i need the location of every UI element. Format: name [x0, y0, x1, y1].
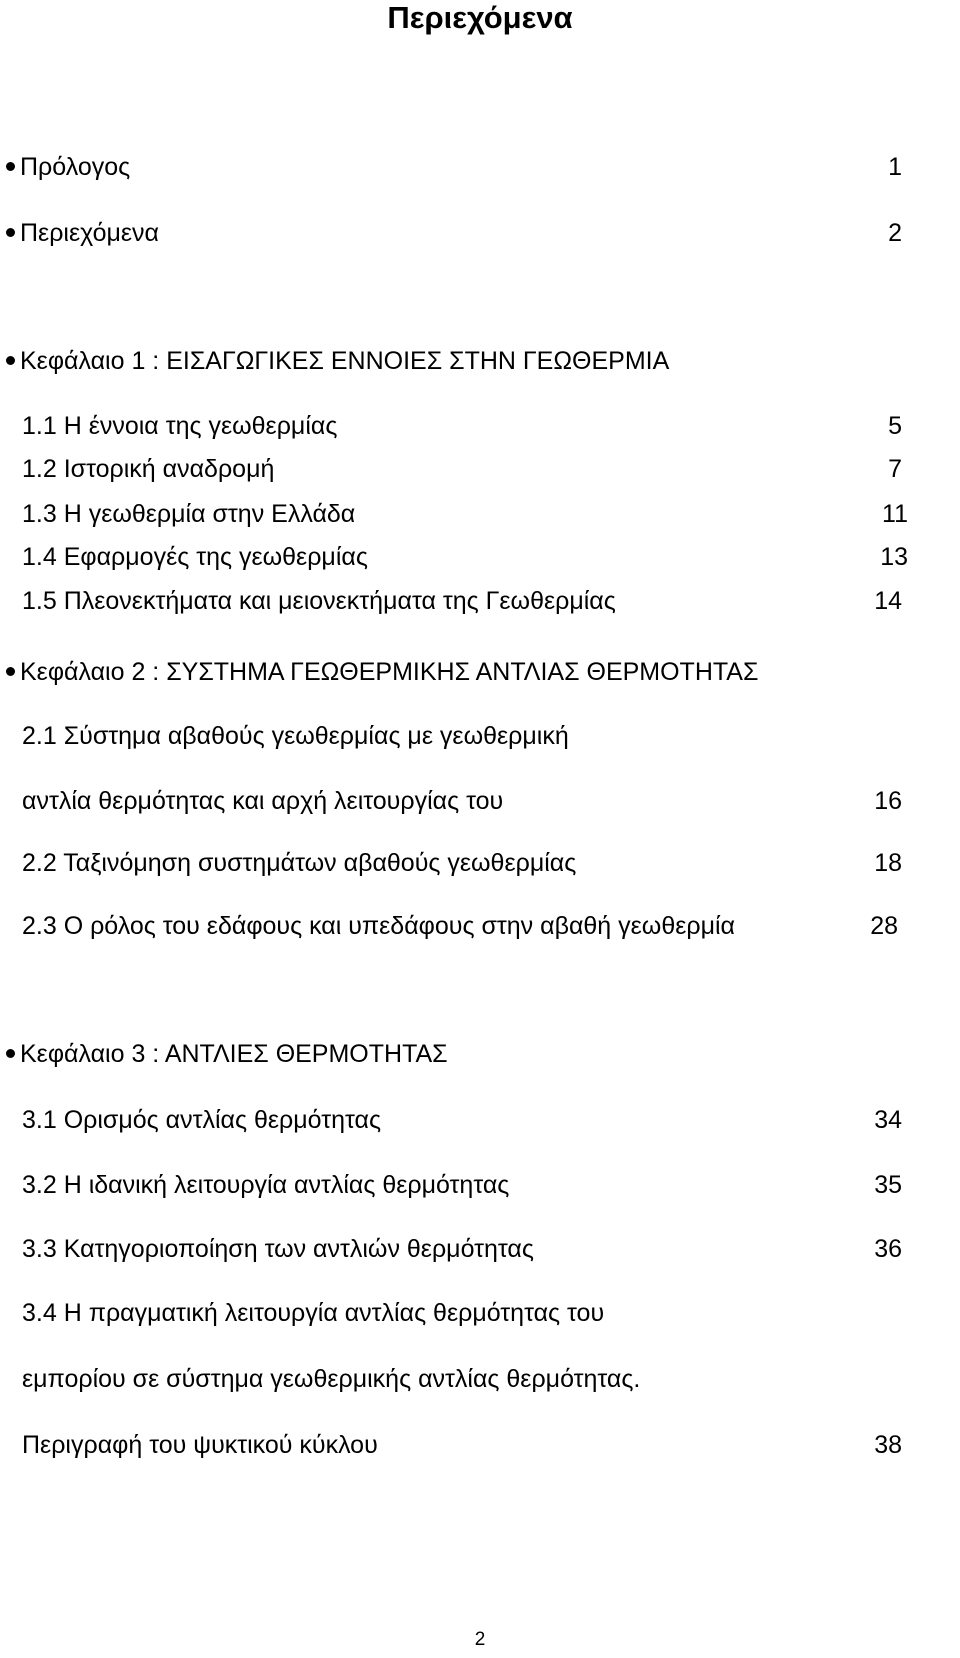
toc-entry	[0, 540, 960, 574]
toc-entry-page: 14	[874, 587, 902, 615]
toc-entry-page: 28	[870, 912, 898, 940]
toc-entry-label: 1.4 Εφαρμογές της γεωθερμίας	[22, 543, 368, 571]
toc-entry-label: Περιγραφή του ψυκτικού κύκλου	[22, 1431, 378, 1459]
toc-entry-label: 2.1 Σύστημα αβαθούς γεωθερμίας με γεωθερμική	[22, 722, 569, 750]
bullet-icon	[6, 228, 15, 237]
toc-entry	[0, 150, 960, 184]
toc-entry-page: 11	[882, 500, 908, 528]
toc-entry	[0, 1232, 960, 1266]
toc-entry-label: 3.1 Ορισμός αντλίας θερμότητας	[22, 1106, 382, 1134]
toc-entry-label: αντλία θερμότητας και αρχή λειτουργίας του	[22, 787, 504, 815]
toc-entry-label: Κεφάλαιο 3 : ΑΝΤΛΙΕΣ ΘΕΡΜΟΤΗΤΑΣ	[20, 1040, 448, 1068]
toc-entry-label: 3.4 Η πραγματική λειτουργία αντλίας θερμότητας του	[22, 1299, 605, 1327]
toc-entry	[0, 784, 960, 818]
toc-entry-page: 18	[874, 849, 902, 877]
toc-entry-page: 5	[888, 412, 902, 440]
toc-entry-page: 16	[874, 787, 902, 815]
toc-entry-page: 13	[880, 543, 908, 571]
bullet-icon	[6, 162, 15, 171]
page-number: 2	[474, 1629, 486, 1650]
toc-entry-page: 7	[888, 455, 902, 483]
toc-chapter-heading	[0, 655, 960, 689]
toc-entry-label: 3.2 Η ιδανική λειτουργία αντλίας θερμότητας	[22, 1171, 510, 1199]
toc-entry	[0, 719, 960, 753]
toc-entry	[0, 497, 960, 531]
toc-entry	[0, 846, 960, 880]
toc-entry-label: Περιεχόμενα	[20, 219, 159, 247]
toc-entry-label: 1.3 Η γεωθερμία στην Ελλάδα	[22, 500, 356, 528]
toc-entry-label: Κεφάλαιο 2 : ΣΥΣΤΗΜΑ ΓΕΩΘΕΡΜΙΚΗΣ ΑΝΤΛΙΑΣ ΘΕΡΜΟΤΗΤΑΣ	[20, 658, 759, 686]
toc-entry-label: 3.3 Κατηγοριοποίηση των αντλιών θερμότητας	[22, 1235, 534, 1263]
page-title: Περιεχόμενα	[387, 0, 573, 35]
toc-entry	[0, 1428, 960, 1462]
toc-entry-label: 1.1 Η έννοια της γεωθερμίας	[22, 412, 338, 440]
toc-entry-page: 38	[874, 1431, 902, 1459]
toc-entry-label: 2.2 Ταξινόμηση συστημάτων αβαθούς γεωθερμίας	[22, 849, 577, 877]
toc-entry	[0, 1296, 960, 1330]
toc-entry-page: 35	[874, 1171, 902, 1199]
toc-entry-page: 1	[888, 153, 902, 181]
toc-chapter-heading	[0, 344, 960, 378]
toc-entry-label: εμπορίου σε σύστημα γεωθερμικής αντλίας θερμότητας.	[22, 1365, 641, 1393]
toc-entry	[0, 1168, 960, 1202]
toc-entry	[0, 909, 960, 943]
toc-entry	[0, 1362, 960, 1396]
toc-entry	[0, 1103, 960, 1137]
bullet-icon	[6, 667, 15, 676]
toc-entry-label: 1.2 Ιστορική αναδρομή	[22, 455, 275, 483]
toc-entry-label: 1.5 Πλεονεκτήματα και μειονεκτήματα της Γεωθερμίας	[22, 587, 616, 615]
toc-entry-label: Κεφάλαιο 1 : ΕΙΣΑΓΩΓΙΚΕΣ ΕΝΝΟΙΕΣ ΣΤΗΝ ΓΕΩΘΕΡΜΙΑ	[20, 347, 670, 375]
toc-entry-label: 2.3 Ο ρόλος του εδάφους και υπεδάφους στην αβαθή γεωθερμία	[22, 912, 736, 940]
toc-entry-page: 36	[874, 1235, 902, 1263]
bullet-icon	[6, 1049, 15, 1058]
toc-entry	[0, 216, 960, 250]
toc-entry-page: 34	[874, 1106, 902, 1134]
toc-entry-page: 2	[888, 219, 902, 247]
toc-entry	[0, 452, 960, 486]
toc-entry	[0, 409, 960, 443]
toc-chapter-heading	[0, 1037, 960, 1071]
toc-entry-label: Πρόλογος	[20, 153, 131, 181]
bullet-icon	[6, 356, 15, 365]
toc-entry	[0, 584, 960, 618]
